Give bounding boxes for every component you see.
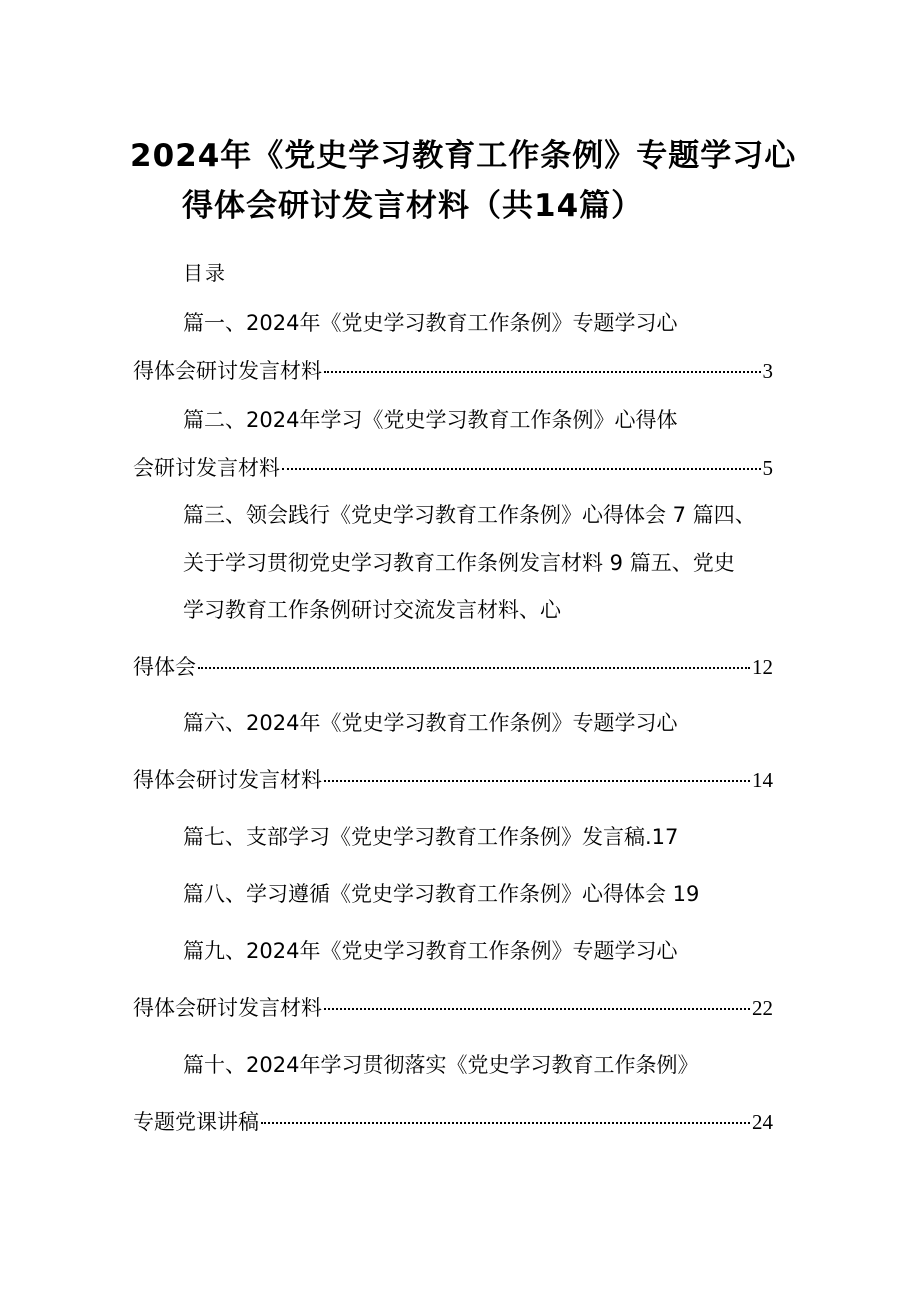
toc-entry-10[interactable] <box>133 1107 773 1137</box>
toc-entry-7[interactable]: 篇七、支部学习《党史学习教育工作条例》发言稿.17 <box>183 825 679 849</box>
leader-dots <box>198 667 750 669</box>
toc-entry-1-line-2: 得体会研讨发言材料 <box>133 359 322 383</box>
toc-entry-2-page: 5 <box>762 456 773 480</box>
toc-entry-1-page: 3 <box>762 359 773 383</box>
toc-entry-10-page: 24 <box>752 1110 773 1134</box>
toc-entry-3-line-4: 得体会 <box>133 655 196 679</box>
toc-entry-10-line-2: 专题党课讲稿 <box>133 1110 259 1134</box>
toc-entry-6-line-2: 得体会研讨发言材料 <box>133 768 322 792</box>
toc-entry-9-page: 22 <box>752 996 773 1020</box>
toc-entry-6-line-1: 篇六、2024年《党史学习教育工作条例》专题学习心 <box>183 711 678 735</box>
toc-entry-2-line-1: 篇二、2024年学习《党史学习教育工作条例》心得体 <box>183 408 678 432</box>
leader-dots <box>324 780 750 782</box>
toc-entry-8[interactable]: 篇八、学习遵循《党史学习教育工作条例》心得体会 19 <box>183 882 700 906</box>
toc-heading: 目录 <box>183 261 227 285</box>
document-title-line-2: 得体会研讨发言材料（共14篇） <box>182 188 644 224</box>
leader-dots <box>324 1008 750 1010</box>
leader-dots <box>261 1122 750 1124</box>
toc-entry-3-line-2: 关于学习贯彻党史学习教育工作条例发言材料 9 篇五、党史 <box>183 551 735 575</box>
toc-entry-3-line-3: 学习教育工作条例研讨交流发言材料、心 <box>183 598 561 622</box>
toc-entry-9[interactable] <box>133 993 773 1023</box>
toc-entry-1[interactable] <box>133 356 773 386</box>
leader-dots <box>282 468 761 470</box>
toc-entry-3-line-1: 篇三、领会践行《党史学习教育工作条例》心得体会 7 篇四、 <box>183 503 756 527</box>
leader-dots <box>324 371 761 373</box>
toc-entry-2[interactable] <box>133 453 773 483</box>
toc-entry-6[interactable] <box>133 765 773 795</box>
toc-entry-3[interactable] <box>133 652 773 682</box>
toc-entry-9-line-1: 篇九、2024年《党史学习教育工作条例》专题学习心 <box>183 939 678 963</box>
toc-entry-10-line-1: 篇十、2024年学习贯彻落实《党史学习教育工作条例》 <box>183 1053 699 1077</box>
toc-entry-2-line-2: 会研讨发言材料 <box>133 456 280 480</box>
toc-entry-1-line-1: 篇一、2024年《党史学习教育工作条例》专题学习心 <box>183 311 678 335</box>
document-title-line-1: 2024年《党史学习教育工作条例》专题学习心 <box>130 138 797 174</box>
toc-entry-3-page: 12 <box>752 655 773 679</box>
toc-entry-6-page: 14 <box>752 768 773 792</box>
toc-entry-9-line-2: 得体会研讨发言材料 <box>133 996 322 1020</box>
